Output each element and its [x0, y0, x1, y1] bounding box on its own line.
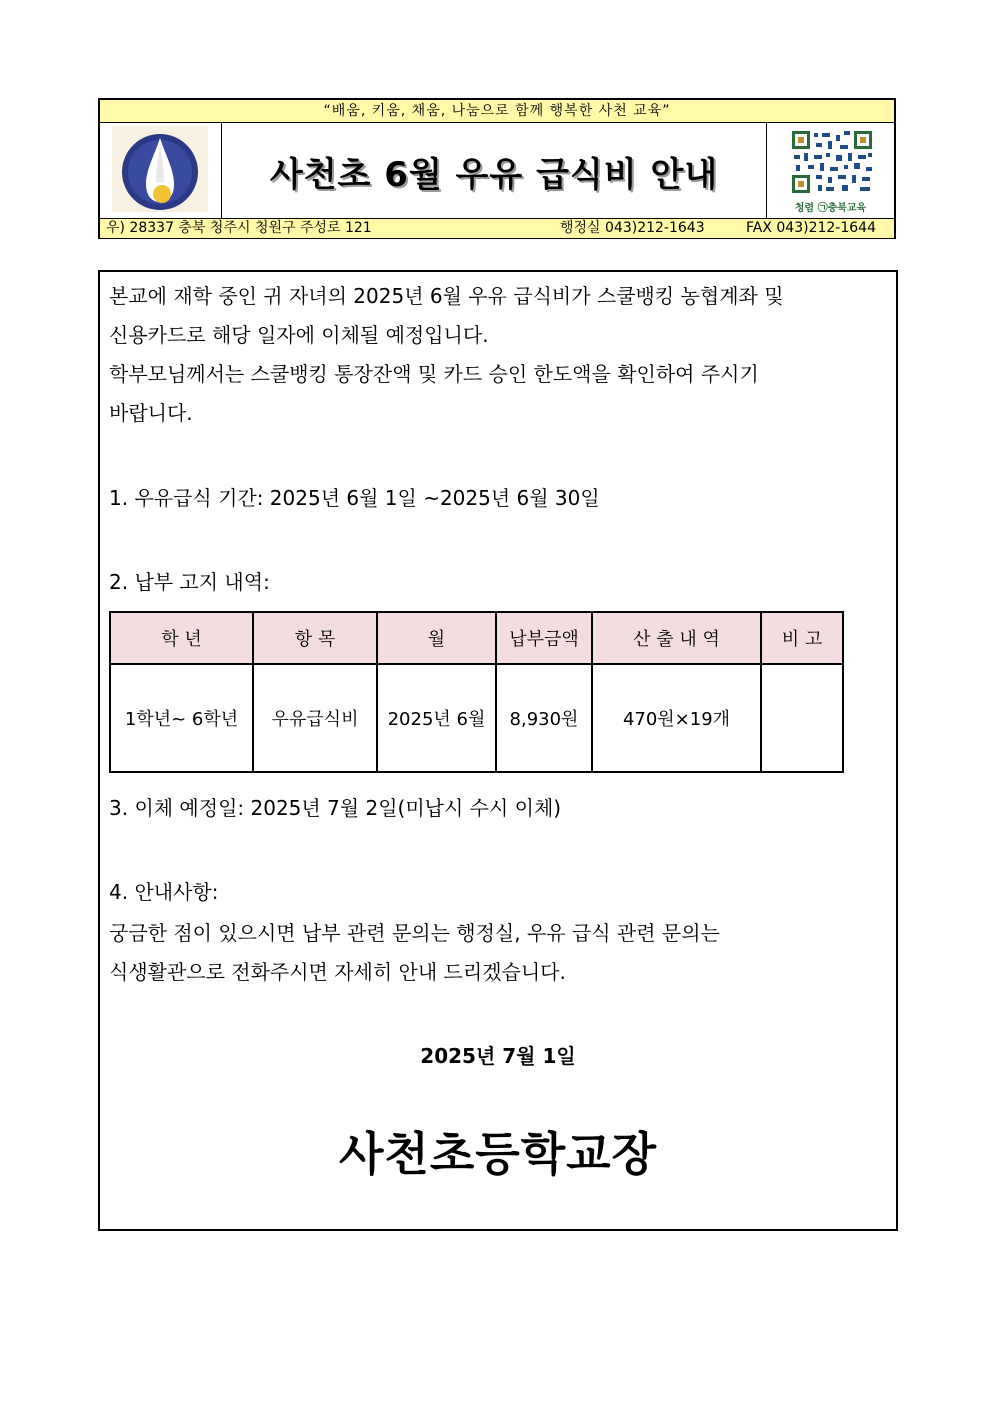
document-title: 사천초 6월 우유 급식비 안내 [269, 155, 719, 195]
school-emblem-icon [112, 126, 208, 212]
section-period: 1. 우유급식 기간: 2025년 6월 1일 ~2025년 6월 30일 [109, 486, 600, 510]
principal-signature: 사천초등학교장 [338, 1127, 658, 1181]
table-cell-month: 2025년 6월 [378, 665, 497, 771]
intro-line-1: 본교에 재학 중인 귀 자녀의 2025년 6월 우유 급식비가 스쿨뱅킹 농협계좌 및 [109, 284, 784, 308]
table-header-cell: 납부금액 [497, 613, 593, 663]
notice-line-1: 궁금한 점이 있으시면 납부 관련 문의는 행정실, 우유 급식 관련 문의는 [109, 921, 720, 945]
table-row [111, 665, 842, 771]
phone-text: 행정실 043)212-1643 [560, 220, 705, 236]
address-bar [100, 218, 894, 238]
letterhead [98, 98, 896, 239]
table-header-cell: 산 출 내 역 [593, 613, 762, 663]
qr-cell [766, 123, 894, 218]
section-notice-heading: 4. 안내사항: [109, 880, 219, 904]
qr-code-icon[interactable] [790, 129, 874, 195]
school-motto: “배움, 키움, 채움, 나눔으로 함께 행복한 사천 교육” [100, 100, 894, 123]
table-cell-calculation: 470원×19개 [593, 665, 762, 771]
title-cell [222, 123, 766, 218]
billing-table [109, 611, 844, 773]
table-header-cell: 비 고 [781, 629, 823, 650]
notice-body [98, 270, 898, 1231]
logo-cell [100, 123, 222, 218]
table-header-row [111, 613, 842, 665]
table-cell-amount: 8,930원 [497, 665, 593, 771]
notice-line-2: 식생활관으로 전화주시면 자세히 안내 드리겠습니다. [109, 960, 566, 984]
table-header-cell: 항 목 [254, 613, 378, 663]
table-cell-item: 우유급식비 [254, 665, 378, 771]
table-header-cell: 월 [378, 613, 497, 663]
intro-line-2: 신용카드로 해당 일자에 이체될 예정입니다. [109, 323, 489, 347]
address-text: 우) 28337 충북 청주시 청원구 주성로 121 [106, 220, 372, 236]
intro-line-3: 학부모님께서는 스쿨뱅킹 통장잔액 및 카드 승인 한도액을 확인하여 주시기 [109, 362, 759, 386]
intro-line-4: 바랍니다. [109, 401, 193, 425]
fax-text: FAX 043)212-1644 [746, 220, 876, 236]
letterhead-main-row [100, 123, 894, 218]
issue-date: 2025년 7월 1일 [420, 1044, 576, 1068]
table-cell-grade: 1학년~ 6학년 [111, 665, 254, 771]
section-transfer-date: 3. 이체 예정일: 2025년 7월 2일(미납시 수시 이체) [109, 796, 562, 820]
table-cell-remarks [762, 665, 842, 771]
section-billing-heading: 2. 납부 고지 내역: [109, 570, 270, 594]
table-header-cell: 학 년 [111, 613, 254, 663]
qr-caption: 청렴 ㉠충북교육 [794, 203, 867, 214]
